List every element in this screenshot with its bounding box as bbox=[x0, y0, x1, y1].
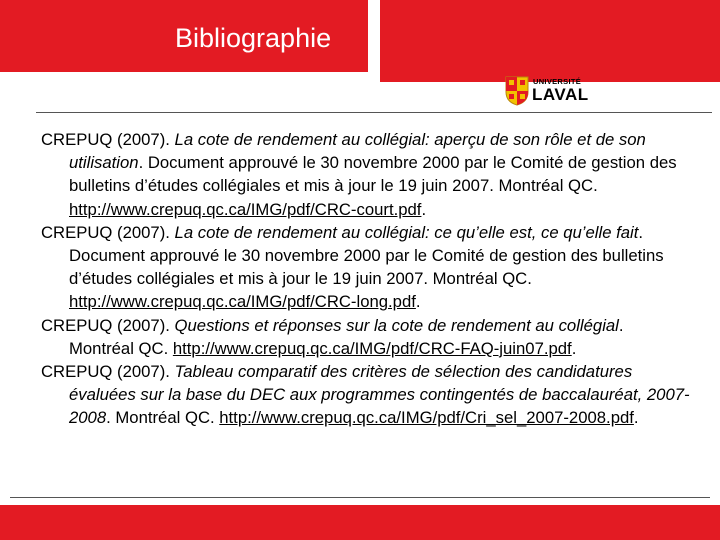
logo-main-text: LAVAL bbox=[532, 85, 589, 104]
bottom-divider bbox=[10, 497, 710, 498]
reference-title: Tableau comparatif des critères de sélection des candidatures évaluées sur la base du DEC aux programmes contingentés de baccalauréat, 2007-2008 bbox=[69, 362, 690, 428]
logo-small-text: UNIVERSITÉ bbox=[533, 77, 582, 86]
reference-details: . Document approuvé le 30 novembre 2000 par le Comité de gestion des bulletins d’études collégiales et mis à jour le 19 juin 2007. Montréal QC. bbox=[69, 153, 677, 196]
reference-author-year: CREPUQ (2007). bbox=[41, 315, 175, 335]
reference-details: . Document approuvé le 30 novembre 2000 par le Comité de gestion des bulletins d’études collégiales et mis à jour le 19 juin 2007. Montréal QC. bbox=[69, 222, 664, 289]
reference-link[interactable]: http://www.crepuq.qc.ca/IMG/pdf/CRC-FAQ-juin07.pdf bbox=[172, 338, 572, 358]
reference-title: Questions et réponses sur la cote de rendement au collégial bbox=[174, 315, 619, 335]
university-logo bbox=[505, 76, 587, 110]
reference-end: . bbox=[571, 338, 577, 358]
reference-end: . bbox=[633, 408, 639, 428]
top-divider bbox=[36, 112, 712, 113]
reference-link[interactable]: http://www.crepuq.qc.ca/IMG/pdf/Cri_sel_2007-2008.pdf bbox=[219, 408, 634, 428]
bottom-band bbox=[0, 505, 720, 540]
reference-end: . bbox=[421, 199, 427, 219]
reference-item bbox=[41, 314, 691, 360]
reference-item bbox=[41, 360, 691, 430]
reference-details: . Montréal QC. bbox=[106, 408, 220, 428]
reference-title: La cote de rendement au collégial: ce qu’elle est, ce qu’elle fait bbox=[174, 222, 639, 242]
reference-link[interactable]: http://www.crepuq.qc.ca/IMG/pdf/CRC-long.pdf bbox=[69, 292, 416, 312]
reference-item bbox=[41, 221, 691, 314]
reference-list bbox=[41, 128, 691, 430]
reference-author-year: CREPUQ (2007). bbox=[41, 362, 175, 382]
reference-author-year: CREPUQ (2007). bbox=[41, 222, 175, 242]
reference-author-year: CREPUQ (2007). bbox=[41, 130, 175, 149]
reference-title: La cote de rendement au collégial: aperçu de son rôle et de son utilisation bbox=[69, 130, 646, 173]
reference-link[interactable]: http://www.crepuq.qc.ca/IMG/pdf/CRC-court.pdf bbox=[69, 199, 422, 219]
reference-details: . Montréal QC. bbox=[69, 315, 624, 358]
university-shield-icon bbox=[505, 76, 529, 106]
slide-title: Bibliographie bbox=[175, 23, 332, 53]
reference-end: . bbox=[415, 292, 421, 312]
reference-item bbox=[41, 128, 691, 221]
